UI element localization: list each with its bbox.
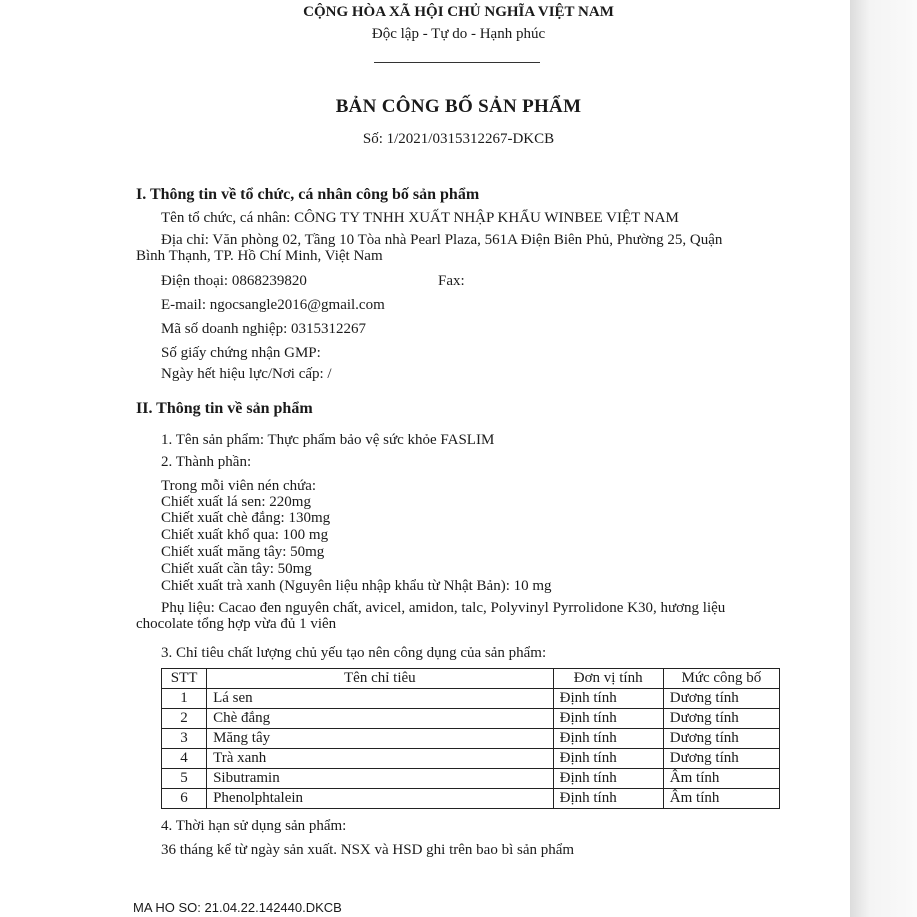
cell-level: Dương tính xyxy=(663,749,779,769)
cell-level: Dương tính xyxy=(663,689,779,709)
cell-unit: Định tính xyxy=(553,789,663,809)
ingredient: Chiết xuất măng tây: 50mg xyxy=(161,544,325,560)
cell-level: Âm tính xyxy=(663,769,779,789)
cell-unit: Định tính xyxy=(553,749,663,769)
section1-heading: I. Thông tin về tổ chức, cá nhân công bố sản phẩm xyxy=(136,186,480,203)
phone: Điện thoại: 0868239820 xyxy=(161,273,307,289)
cell-stt: 2 xyxy=(162,709,207,729)
quality-heading: 3. Chỉ tiêu chất lượng chủ yếu tạo nên công dụng của sản phẩm: xyxy=(161,645,547,661)
col-header-name: Tên chỉ tiêu xyxy=(207,669,554,689)
org-name: Tên tổ chức, cá nhân: CÔNG TY TNHH XUẤT NHẬP KHẨU WINBEE VIỆT NAM xyxy=(161,210,679,226)
table-header-row xyxy=(162,669,780,689)
email: E-mail: ngocsangle2016@gmail.com xyxy=(161,297,385,313)
table-row xyxy=(162,689,780,709)
cell-name: Trà xanh xyxy=(207,749,554,769)
table-row xyxy=(162,709,780,729)
address-line2: Bình Thạnh, TP. Hồ Chí Minh, Việt Nam xyxy=(136,248,383,264)
ingredient: Chiết xuất lá sen: 220mg xyxy=(161,494,311,510)
cell-stt: 6 xyxy=(162,789,207,809)
col-header-unit: Đơn vị tính xyxy=(553,669,663,689)
document-title: BẢN CÔNG BỐ SẢN PHẨM xyxy=(335,96,582,117)
cell-stt: 3 xyxy=(162,729,207,749)
ingredient: Chiết xuất trà xanh (Nguyên liệu nhập khẩu từ Nhật Bản): 10 mg xyxy=(161,578,552,594)
table-row xyxy=(162,789,780,809)
cell-level: Âm tính xyxy=(663,789,779,809)
file-code-footer: MA HO SO: 21.04.22.142440.DKCB xyxy=(133,900,342,915)
table-row xyxy=(162,769,780,789)
ingredient: Chiết xuất cần tây: 50mg xyxy=(161,561,312,577)
per-tablet: Trong mỗi viên nén chứa: xyxy=(161,478,317,494)
tax-code: Mã số doanh nghiệp: 0315312267 xyxy=(161,321,366,337)
table-row xyxy=(162,729,780,749)
cell-name: Măng tây xyxy=(207,729,554,749)
excipients-line2: chocolate tổng hợp vừa đủ 1 viên xyxy=(136,616,337,632)
section2-heading: II. Thông tin về sản phẩm xyxy=(136,400,313,417)
cell-name: Chè đắng xyxy=(207,709,554,729)
composition-heading: 2. Thành phần: xyxy=(161,454,252,470)
cell-name: Phenolphtalein xyxy=(207,789,554,809)
ingredient: Chiết xuất chè đắng: 130mg xyxy=(161,510,331,526)
gmp-number: Số giấy chứng nhận GMP: xyxy=(161,345,321,361)
col-header-stt: STT xyxy=(162,669,207,689)
document-number: Số: 1/2021/0315312267-DKCB xyxy=(362,131,555,147)
cell-name: Lá sen xyxy=(207,689,554,709)
table-row xyxy=(162,749,780,769)
fax: Fax: xyxy=(438,273,465,289)
product-name: 1. Tên sản phẩm: Thực phẩm bảo vệ sức khỏe FASLIM xyxy=(161,432,495,448)
shelf-life-heading: 4. Thời hạn sử dụng sản phẩm: xyxy=(161,818,347,834)
address-line1: Địa chỉ: Văn phòng 02, Tầng 10 Tòa nhà Pearl Plaza, 561A Điện Biên Phủ, Phường 25, Quận xyxy=(161,232,723,248)
expiry: Ngày hết hiệu lực/Nơi cấp: / xyxy=(161,366,332,382)
cell-level: Dương tính xyxy=(663,729,779,749)
country-heading: CỘNG HÒA XÃ HỘI CHỦ NGHĨA VIỆT NAM xyxy=(303,4,614,20)
quality-table xyxy=(161,668,780,809)
divider xyxy=(374,62,540,63)
cell-stt: 4 xyxy=(162,749,207,769)
cell-unit: Định tính xyxy=(553,769,663,789)
excipients-line1: Phụ liệu: Cacao đen nguyên chất, avicel, amidon, talc, Polyvinyl Pyrrolidone K30, hương liệu xyxy=(161,600,726,616)
cell-unit: Định tính xyxy=(553,729,663,749)
cell-level: Dương tính xyxy=(663,709,779,729)
cell-name: Sibutramin xyxy=(207,769,554,789)
shelf-life-text: 36 tháng kể từ ngày sản xuất. NSX và HSD ghi trên bao bì sản phẩm xyxy=(161,842,575,858)
cell-stt: 1 xyxy=(162,689,207,709)
cell-unit: Định tính xyxy=(553,709,663,729)
cell-unit: Định tính xyxy=(553,689,663,709)
col-header-level: Mức công bố xyxy=(663,669,779,689)
ingredient: Chiết xuất khổ qua: 100 mg xyxy=(161,527,329,543)
motto: Độc lập - Tự do - Hạnh phúc xyxy=(371,26,546,42)
cell-stt: 5 xyxy=(162,769,207,789)
